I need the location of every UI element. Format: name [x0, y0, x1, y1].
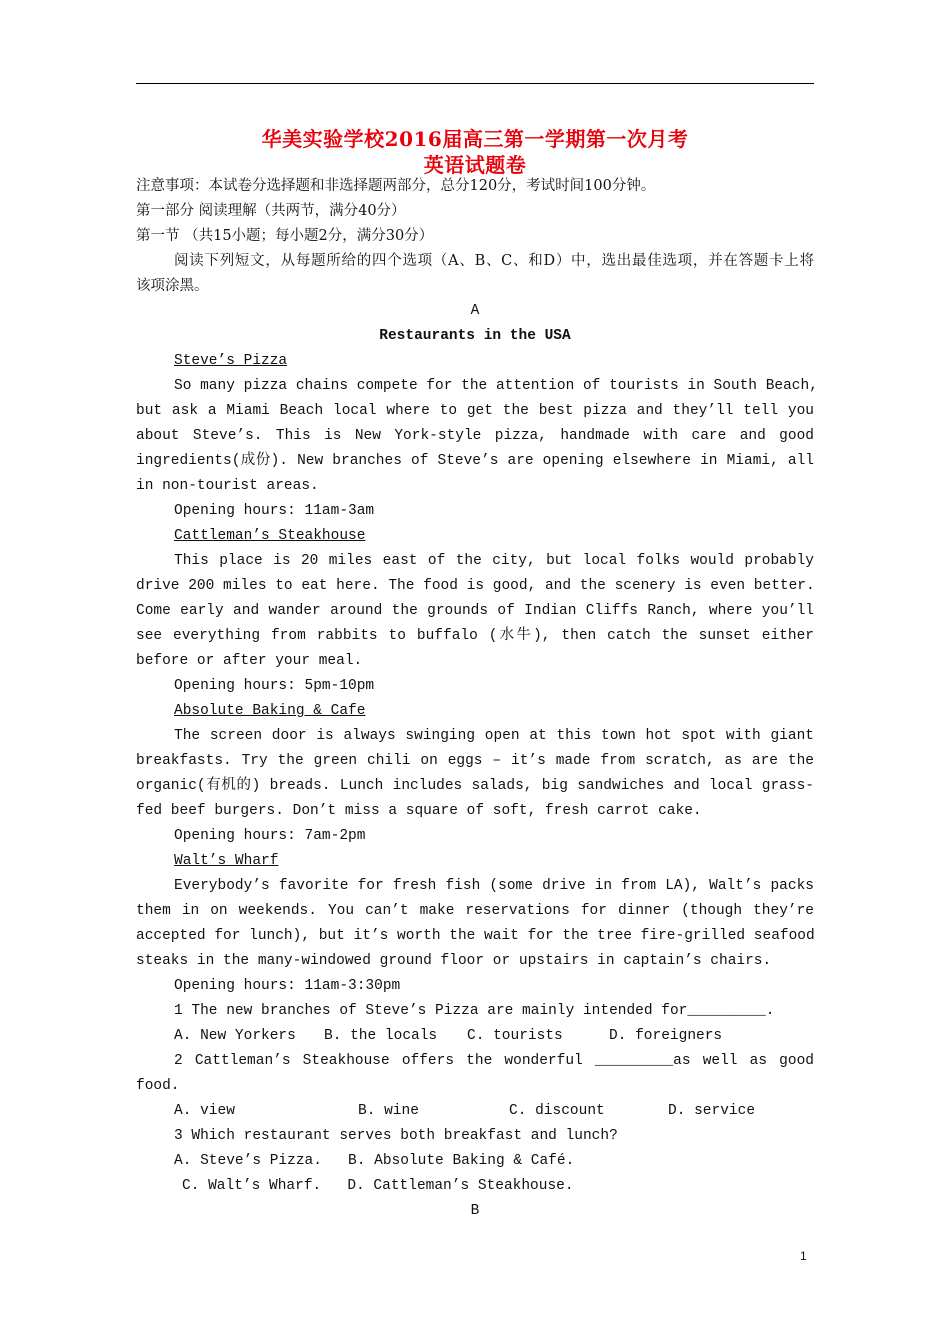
passage-line: This place is 20 miles east of the city, but local folks would probably — [174, 553, 814, 569]
q3-options-row2: C. Walt’s Wharf. D. Cattleman’s Steakhouse. — [182, 1178, 574, 1194]
opening-hours: Opening hours: 11am-3am — [174, 503, 375, 519]
page-number: 1 — [800, 1249, 807, 1263]
q2-option-d: D. service — [668, 1103, 756, 1119]
q2-option-a: A. view — [174, 1103, 235, 1119]
passage-line: see everything from rabbits to buffalo (水牛), then catch the sunset either — [136, 628, 814, 644]
passage-line: ingredients(成份). New branches of Steve’s are opening elsewhere in Miami, all — [136, 453, 814, 469]
q1-option-a: A. New Yorkers — [174, 1028, 296, 1044]
question-1-stem: 1 The new branches of Steve’s Pizza are mainly intended for_________. — [174, 1003, 775, 1019]
passage-line: organic(有机的) breads. Lunch includes salads, big sandwiches and local grass- — [136, 778, 814, 794]
restaurant-name-cattleman: Cattleman’s Steakhouse — [174, 528, 366, 544]
question-3-stem: 3 Which restaurant serves both breakfast and lunch? — [174, 1128, 618, 1144]
q1-option-c: C. tourists — [467, 1028, 563, 1044]
passage-line: Everybody’s favorite for fresh fish (some drive in from LA), Walt’s packs — [174, 878, 814, 894]
direction-text-line1: 阅读下列短文，从每题所给的四个选项（A、B、C、和D）中，选出最佳选项，并在答题卡上将 — [174, 253, 814, 269]
passage-line: them in on weekends. You can’t make reservations for dinner (though they’re — [136, 903, 814, 919]
notice-text: 注意事项：本试卷分选择题和非选择题两部分，总分120分，考试时间100分钟。 — [136, 178, 656, 194]
header-rule — [136, 83, 814, 84]
q2-option-c: C. discount — [509, 1103, 605, 1119]
restaurant-name-walts: Walt’s Wharf — [174, 853, 279, 869]
q2-option-b: B. wine — [358, 1103, 419, 1119]
restaurant-name-absolute: Absolute Baking & Cafe — [174, 703, 366, 719]
passage-line: in non-tourist areas. — [136, 478, 319, 494]
passage-line: The screen door is always swinging open at this town hot spot with giant — [174, 728, 814, 744]
q3-options-row1: A. Steve’s Pizza. B. Absolute Baking & Café. — [174, 1153, 575, 1169]
passage-line: but ask a Miami Beach local where to get the best pizza and they’ll tell you — [136, 403, 814, 419]
passage-line: fed beef burgers. Don’t miss a square of soft, fresh carrot cake. — [136, 803, 702, 819]
opening-hours: Opening hours: 11am-3:30pm — [174, 978, 401, 994]
q1-option-b: B. the locals — [324, 1028, 438, 1044]
passage-line: before or after your meal. — [136, 653, 363, 669]
passage-line: about Steve’s. This is New York-style pizza, handmade with care and good — [136, 428, 814, 444]
section-heading: 第一节 （共15小题；每小题2分，满分30分） — [136, 228, 434, 244]
passage-a-letter: A — [470, 303, 480, 319]
passage-line: So many pizza chains compete for the attention of tourists in South Beach, — [174, 378, 818, 394]
restaurant-name-steves: Steve’s Pizza — [174, 353, 288, 369]
direction-text-line2: 该项涂黑。 — [136, 278, 209, 294]
question-2-stem: 2 Cattleman’s Steakhouse offers the wonderful _________as well as good — [174, 1053, 814, 1069]
passage-line: drive 200 miles to eat here. The food is good, and the scenery is even better. — [136, 578, 815, 594]
passage-a-title: Restaurants in the USA — [379, 328, 571, 344]
exam-title: 华美实验学校2016届高三第一学期第一次月考 — [261, 127, 689, 151]
opening-hours: Opening hours: 7am-2pm — [174, 828, 366, 844]
passage-line: accepted for lunch), but it’s worth the wait for the tree fire-grilled seafood — [136, 928, 815, 944]
q1-option-d: D. foreigners — [609, 1028, 723, 1044]
passage-line: Come early and wander around the grounds of Indian Cliffs Ranch, where you’ll — [136, 603, 814, 619]
question-2-stem-cont: food. — [136, 1078, 180, 1094]
exam-subtitle: 英语试题卷 — [423, 153, 527, 177]
part-heading: 第一部分 阅读理解（共两节，满分40分） — [136, 203, 406, 219]
passage-line: breakfasts. Try the green chili on eggs – it’s made from scratch, as are the — [136, 753, 814, 769]
passage-line: steaks in the many-windowed ground floor or upstairs in captain’s chairs. — [136, 953, 772, 969]
opening-hours: Opening hours: 5pm-10pm — [174, 678, 375, 694]
passage-b-letter: B — [470, 1203, 480, 1219]
